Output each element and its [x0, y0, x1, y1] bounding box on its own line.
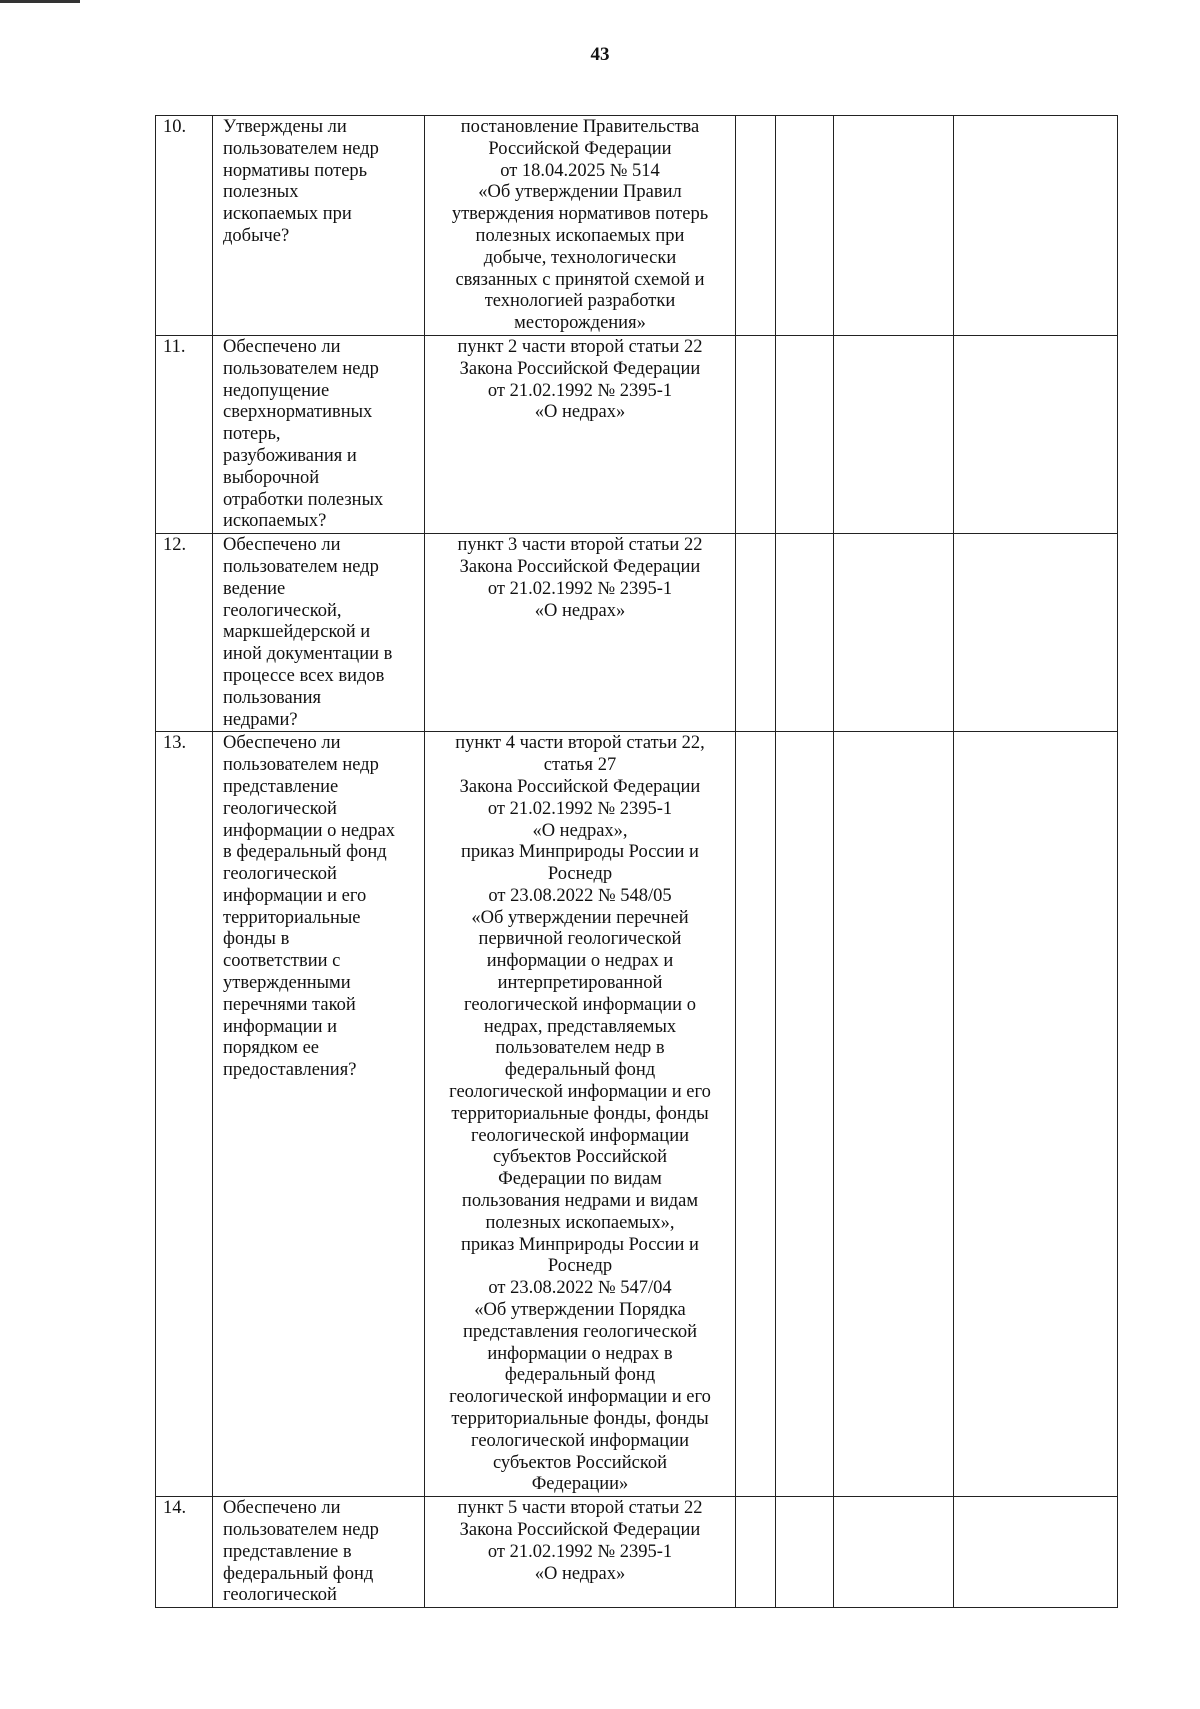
note-cell — [954, 534, 1118, 732]
row-number: 10. — [156, 116, 213, 336]
answer-no-cell — [776, 116, 834, 336]
answer-yes-cell — [736, 534, 776, 732]
question-cell: Обеспечено ли пользователем недр представление геологической информации о недрах в федеральный фонд геологической информации и его территориальные фонды в соответствии с утвержденными перечнями такой информации и порядком ее предоставления? — [213, 732, 425, 1497]
answer-not-applicable-cell — [834, 116, 954, 336]
table-row — [156, 1497, 1118, 1608]
page-number: 43 — [590, 44, 610, 65]
note-cell — [954, 335, 1118, 533]
question-cell: Обеспечено ли пользователем недр недопущение сверхнормативных потерь, разубоживания и выборочной отработки полезных ископаемых? — [213, 335, 425, 533]
table-row — [156, 116, 1118, 336]
answer-not-applicable-cell — [834, 534, 954, 732]
answer-yes-cell — [736, 335, 776, 533]
question-cell: Обеспечено ли пользователем недр ведение геологической, маркшейдерской и иной документации в процессе всех видов пользования недрами? — [213, 534, 425, 732]
note-cell — [954, 732, 1118, 1497]
note-cell — [954, 116, 1118, 336]
table-row — [156, 732, 1118, 1497]
answer-no-cell — [776, 335, 834, 533]
legal-basis-cell: пункт 5 части второй статьи 22 Закона Российской Федерации от 21.02.1992 № 2395-1 «О недрах» — [425, 1497, 736, 1608]
answer-not-applicable-cell — [834, 1497, 954, 1608]
answer-not-applicable-cell — [834, 732, 954, 1497]
answer-yes-cell — [736, 732, 776, 1497]
note-cell — [954, 1497, 1118, 1608]
row-number: 14. — [156, 1497, 213, 1608]
scan-artifact-top-line — [0, 0, 80, 3]
row-number: 11. — [156, 335, 213, 533]
legal-basis-cell: пункт 2 части второй статьи 22 Закона Российской Федерации от 21.02.1992 № 2395-1 «О недрах» — [425, 335, 736, 533]
answer-yes-cell — [736, 116, 776, 336]
legal-basis-cell: постановление Правительства Российской Федерации от 18.04.2025 № 514 «Об утверждении Правил утверждения нормативов потерь полезных ископаемых при добыче, технологически связанных с принятой схемой и технологией разработки месторождения» — [425, 116, 736, 336]
question-cell: Утверждены ли пользователем недр нормативы потерь полезных ископаемых при добыче? — [213, 116, 425, 336]
requirements-checklist-table — [155, 115, 1118, 1608]
row-number: 12. — [156, 534, 213, 732]
legal-basis-cell: пункт 4 части второй статьи 22, статья 27 Закона Российской Федерации от 21.02.1992 № 2395-1 «О недрах», приказ Минприроды России и Роснедр от 23.08.2022 № 548/05 «Об утверждении перечней первичной геологической информации о недрах и интерпретированной геологической информации о недрах, представляемых пользователем недр в федеральный фонд геологической информации и его территориальные фонды, фонды геологической информации субъектов Российской Федерации по видам пользования недрами и видам полезных ископаемых», приказ Минприроды России и Роснедр от 23.08.2022 № 547/04 «Об утверждении Порядка представления геологической информации о недрах в федеральный фонд геологической информации и его территориальные фонды, фонды геологической информации субъектов Российской Федерации» — [425, 732, 736, 1497]
table-row — [156, 534, 1118, 732]
answer-yes-cell — [736, 1497, 776, 1608]
answer-not-applicable-cell — [834, 335, 954, 533]
answer-no-cell — [776, 1497, 834, 1608]
row-number: 13. — [156, 732, 213, 1497]
table-row — [156, 335, 1118, 533]
legal-basis-cell: пункт 3 части второй статьи 22 Закона Российской Федерации от 21.02.1992 № 2395-1 «О недрах» — [425, 534, 736, 732]
answer-no-cell — [776, 534, 834, 732]
answer-no-cell — [776, 732, 834, 1497]
question-cell: Обеспечено ли пользователем недр представление в федеральный фонд геологической — [213, 1497, 425, 1608]
